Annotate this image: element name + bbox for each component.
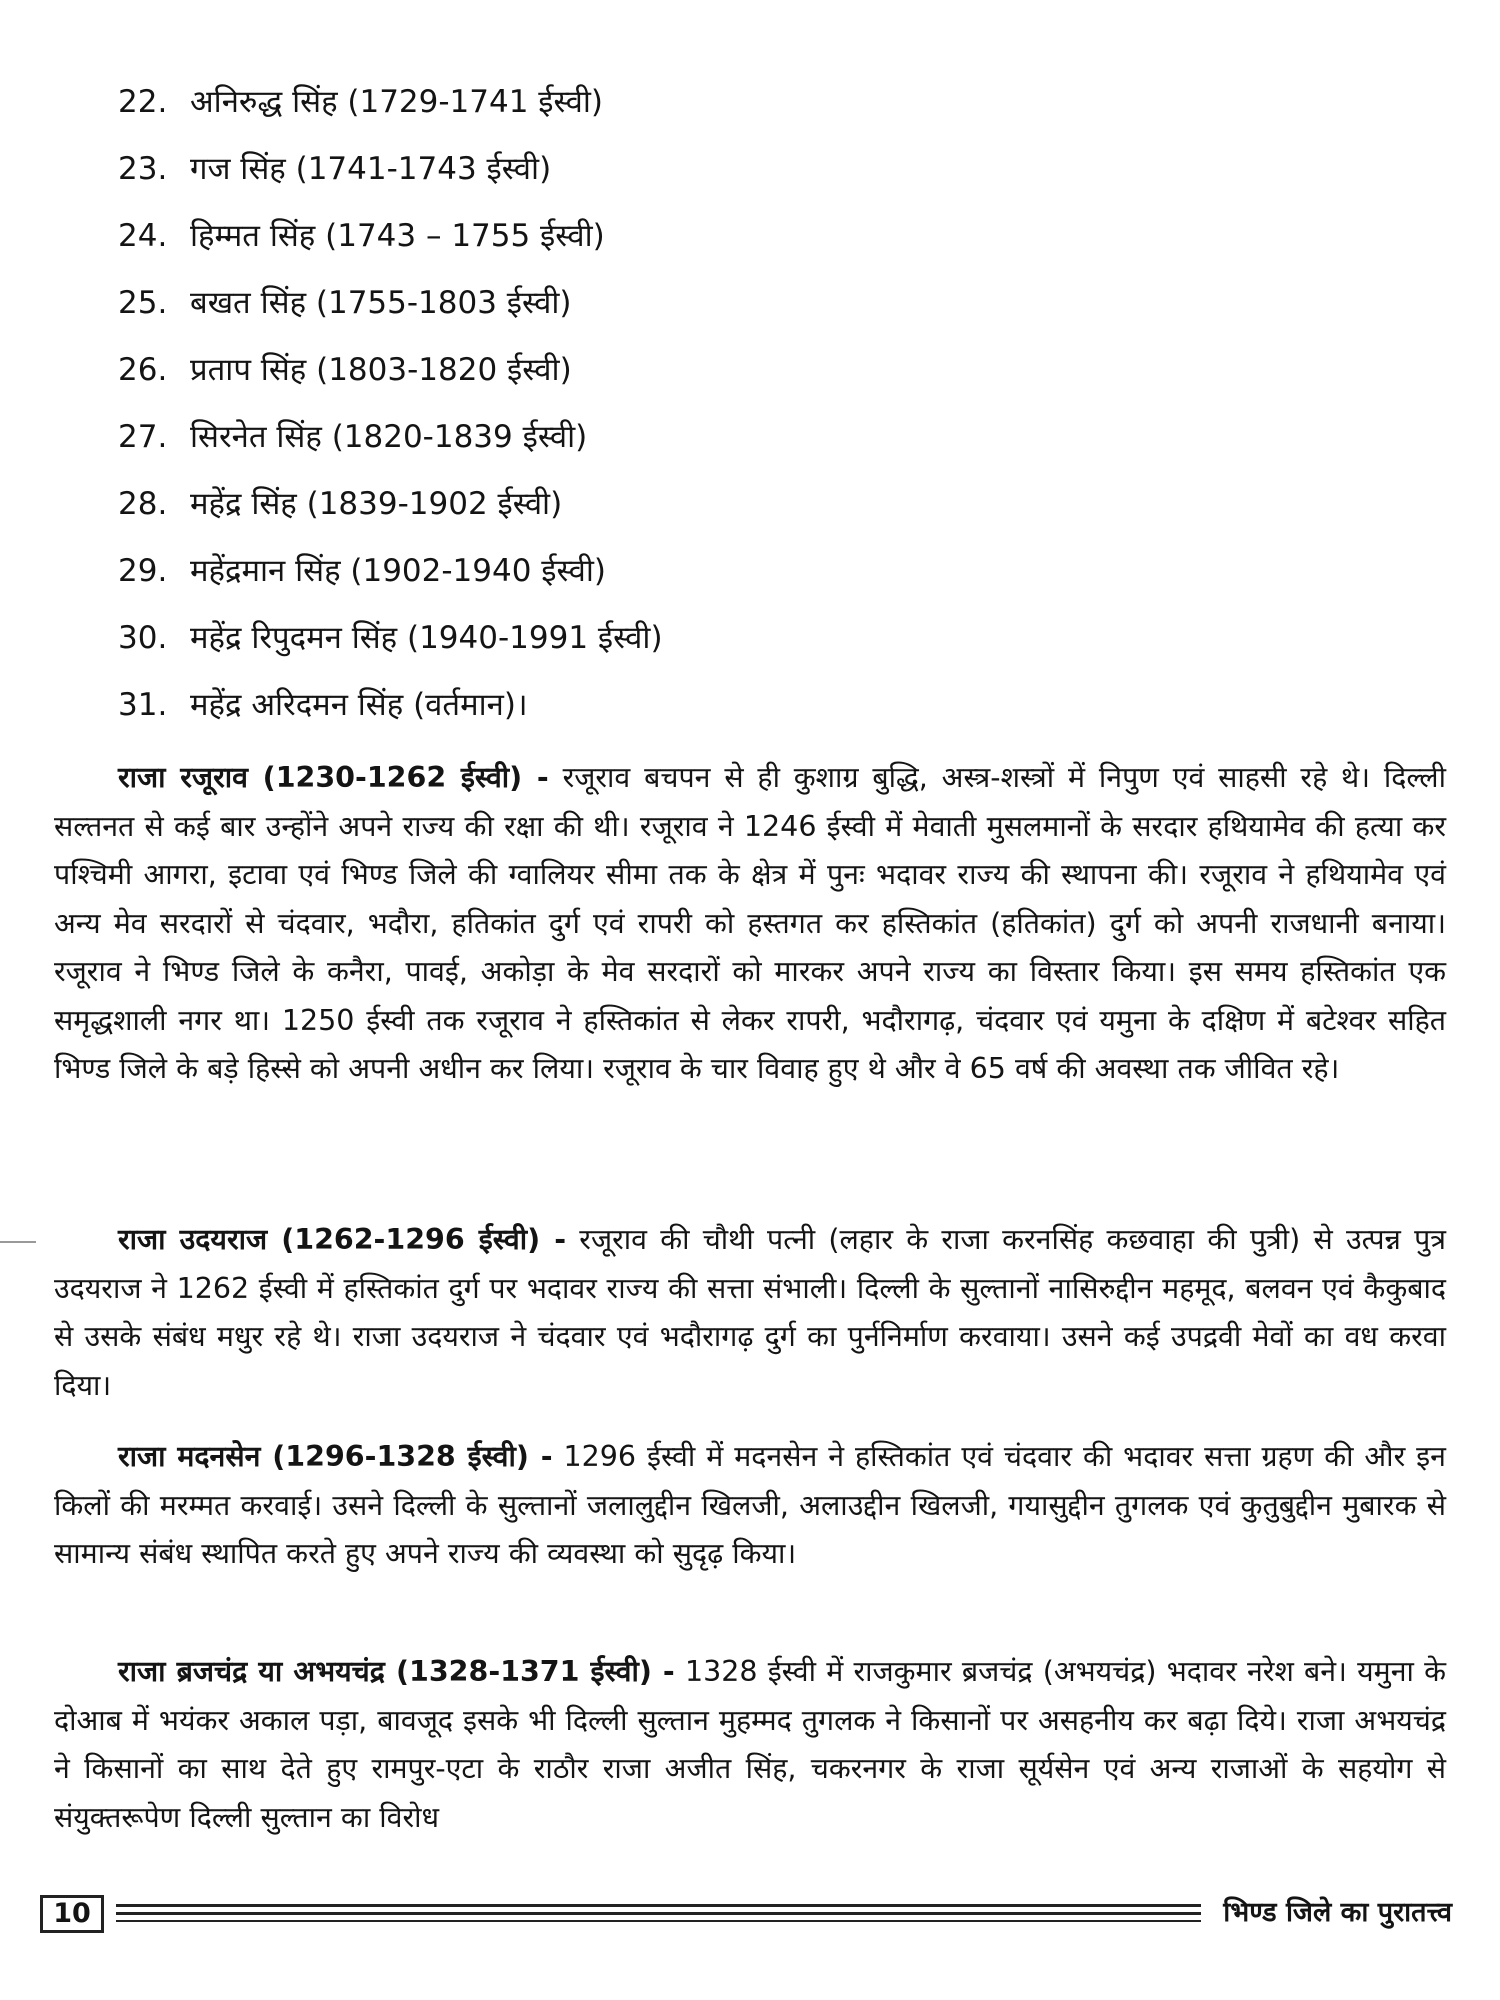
section-raja-rajurav [54,754,1446,1094]
list-item [118,681,1418,748]
list-item-number: 31. [118,687,168,723]
list-item-number: 29. [118,553,168,589]
section-heading: राजा ब्रजचंद्र या अभयचंद्र (1328-1371 ईस्वी) - [118,1655,675,1688]
list-item-number: 27. [118,419,168,455]
section-body: 1328 ईस्वी में राजकुमार ब्रजचंद्र (अभयचंद्र) भदावर नरेश बने। यमुना के दोआब में भयंकर अकाल पड़ा, बावजूद इसके भी दिल्ली सुल्तान मुहम्मद तुगलक ने किसानों पर असहनीय कर बढ़ा दिये। राजा अभयचंद्र ने किसानों का साथ देते हुए रामपुर-एटा के राठौर राजा अजीत सिंह, चकरनगर के राजा सूर्यसेन एवं अन्य राजाओं के सहयोग से संयुक्तरूपेण दिल्ली सुल्तान का विरोध [54,1655,1446,1834]
section-paragraph [54,1648,1446,1842]
section-paragraph [54,754,1446,1094]
section-body: रजूराव बचपन से ही कुशाग्र बुद्धि, अस्त्र-शस्त्रों में निपुण एवं साहसी रहे थे। दिल्ली सल्तनत से कई बार उन्होंने अपने राज्य की रक्षा की थी। रजूराव ने 1246 ईस्वी में मेवाती मुसलमानों के सरदार हथियामेव की हत्या कर पश्चिमी आगरा, इटावा एवं भिण्ड जिले की ग्वालियर सीमा तक के क्षेत्र में पुनः भदावर राज्य की स्थापना की। रजूराव ने हथियामेव एवं अन्य मेव सरदारों से चंदवार, भदौरा, हतिकांत दुर्ग एवं रापरी को हस्तगत कर हस्तिकांत (हतिकांत) दुर्ग को अपनी राजधानी बनाया। रजूराव ने भिण्ड जिले के कनैरा, पावई, अकोड़ा के मेव सरदारों को मारकर अपने राज्य का विस्तार किया। इस समय हस्तिकांत एक समृद्धशाली नगर था। 1250 ईस्वी तक रजूराव ने हस्तिकांत से लेकर रापरी, भदौरागढ़, चंदवार एवं यमुना के दक्षिण में बटेश्वर सहित भिण्ड जिले के बड़े हिस्से को अपनी अधीन कर लिया। रजूराव के चार विवाह हुए थे और वे 65 वर्ष की अवस्था तक जीवित रहे। [54,761,1446,1085]
list-item-text: अनिरुद्ध सिंह (1729-1741 ईस्वी) [190,84,603,120]
list-item-text: हिम्मत सिंह (1743 – 1755 ईस्वी) [190,218,605,254]
section-paragraph [54,1216,1446,1410]
section-raja-udayraj [54,1216,1446,1410]
list-item-number: 30. [118,620,168,656]
list-item-text: बखत सिंह (1755-1803 ईस्वी) [190,285,572,321]
section-heading: राजा उदयराज (1262-1296 ईस्वी) - [118,1223,567,1256]
list-item [118,547,1418,614]
margin-mark [0,1241,36,1243]
list-item-number: 25. [118,285,168,321]
section-body: रजूराव की चौथी पत्नी (लहार के राजा करनसिंह कछवाहा की पुत्री) से उत्पन्न पुत्र उदयराज ने 1262 ईस्वी में हस्तिकांत दुर्ग पर भदावर राज्य की सत्ता संभाली। दिल्ली के सुल्तानों नासिरुद्दीन महमूद, बलवन एवं कैकुबाद से उसके संबंध मधुर रहे थे। राजा उदयराज ने चंदवार एवं भदौरागढ़ दुर्ग का पुर्ननिर्माण करवाया। उसने कई उपद्रवी मेवों का वध करवा दिया। [54,1223,1447,1402]
list-item-text: प्रताप सिंह (1803-1820 ईस्वी) [190,352,572,388]
section-body: 1296 ईस्वी में मदनसेन ने हस्तिकांत एवं चंदवार की भदावर सत्ता ग्रहण की और इन किलों की मरम्मत करवाई। उसने दिल्ली के सुल्तानों जलालुद्दीन खिलजी, अलाउद्दीन खिलजी, गयासुद्दीन तुगलक एवं कुतुबुद्दीन मुबारक से सामान्य संबंध स्थापित करते हुए अपने राज्य की व्यवस्था को सुदृढ़ किया। [54,1440,1446,1570]
list-item [118,279,1418,346]
section-heading: राजा मदनसेन (1296-1328 ईस्वी) - [118,1440,553,1473]
list-item-number: 28. [118,486,168,522]
page-number: 10 [40,1895,104,1933]
section-heading: राजा रजूराव (1230-1262 ईस्वी) - [118,761,549,794]
section-paragraph [54,1433,1446,1579]
section-raja-brajchandra [54,1648,1446,1842]
list-item-number: 26. [118,352,168,388]
footer-rule [116,1920,1201,1922]
list-item-number: 22. [118,84,168,120]
list-item [118,346,1418,413]
list-item-text: महेंद्रमान सिंह (1902-1940 ईस्वी) [190,553,606,589]
list-item-text: गज सिंह (1741-1743 ईस्वी) [190,151,552,187]
list-item-text: सिरनेत सिंह (1820-1839 ईस्वी) [190,419,588,455]
list-item-text: महेंद्र रिपुदमन सिंह (1940-1991 ईस्वी) [190,620,663,656]
list-item [118,614,1418,681]
list-item [118,413,1418,480]
list-item-number: 24. [118,218,168,254]
ruler-list [118,78,1418,748]
book-title: भिण्ड जिले का पुरातत्त्व [1223,1897,1452,1928]
list-item-text: महेंद्र अरिदमन सिंह (वर्तमान)। [190,687,528,723]
footer-double-rule [116,1904,1201,1915]
list-item [118,145,1418,212]
list-item-text: महेंद्र सिंह (1839-1902 ईस्वी) [190,486,563,522]
list-item [118,212,1418,279]
page-footer [40,1895,1452,1937]
list-item [118,480,1418,547]
list-item-number: 23. [118,151,168,187]
list-item [118,78,1418,145]
section-raja-madansen [54,1433,1446,1579]
